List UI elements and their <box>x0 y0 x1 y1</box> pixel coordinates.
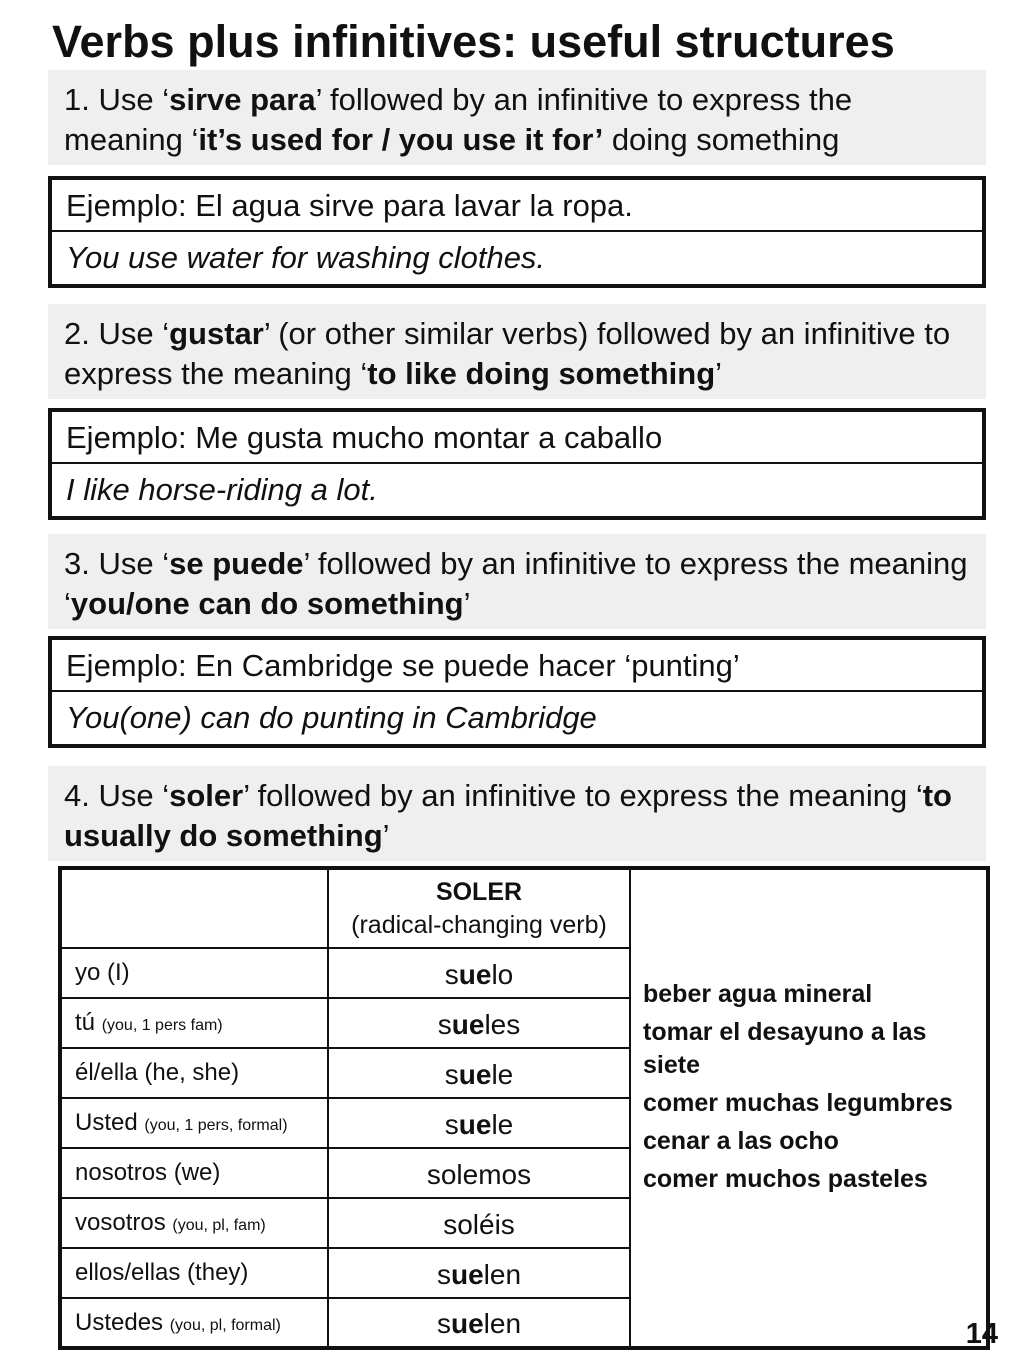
rule-1-text: 1. Use ‘sirve para’ followed by an infinitive to express the meaning ‘it’s used for / you use it for’ doing something <box>64 82 853 157</box>
pronoun-label: Ustedes <box>75 1309 170 1336</box>
pronoun-note: (you, 1 pers fam) <box>101 1017 223 1034</box>
example-translation: You use water for washing clothes. <box>66 240 546 275</box>
verb-form-end: le <box>491 1109 514 1140</box>
verb-form-cell <box>328 1198 630 1248</box>
verb-form-cell <box>328 1248 630 1298</box>
pronoun-cell <box>60 998 328 1048</box>
rule-3-box <box>48 534 986 629</box>
pronoun-note: (you, pl, formal) <box>169 1317 281 1334</box>
rule-2-text: 2. Use ‘gustar’ (or other similar verbs) followed by an infinitive to express the meaning ‘to like doing something’ <box>64 316 951 391</box>
verb-form-start: s <box>437 1009 452 1040</box>
phrase-list <box>643 870 974 1196</box>
table-header-row <box>60 868 988 948</box>
verb-form-start: s <box>444 1059 459 1090</box>
phrases-cell <box>630 868 988 1348</box>
phrase-item: comer muchas legumbres <box>643 1089 953 1117</box>
pronoun-label: yo (I) <box>75 959 130 986</box>
pronoun-cell <box>60 1098 328 1148</box>
verb-form-end: le <box>491 1059 514 1090</box>
example-sentence: Ejemplo: En Cambridge se puede hacer ‘punting’ <box>52 640 982 692</box>
rule-4-text: 4. Use ‘soler’ followed by an infinitive to express the meaning ‘to usually do something’ <box>64 778 952 853</box>
verb-form-stem-change: ue <box>450 1308 484 1339</box>
verb-form-start: s <box>436 1259 451 1290</box>
pronoun-label: él/ella (he, she) <box>75 1059 240 1086</box>
verb-form-cell <box>328 1298 630 1348</box>
verb-form-start: soléis <box>443 1209 515 1240</box>
verb-form-start: solemos <box>426 1159 532 1190</box>
verb-heading: SOLER <box>435 877 523 906</box>
phrase-item: beber agua mineral <box>643 980 873 1008</box>
pronoun-cell <box>60 1298 328 1348</box>
soler-conjugation-table <box>58 866 990 1350</box>
phrase-item: comer muchos pasteles <box>643 1165 928 1193</box>
verb-form-start: s <box>444 959 459 990</box>
phrase-item: cenar a las ocho <box>643 1127 839 1155</box>
verb-form-cell <box>328 998 630 1048</box>
pronoun-label: tú <box>75 1009 102 1036</box>
verb-form-end: lo <box>491 959 514 990</box>
pronoun-cell <box>60 1148 328 1198</box>
pronoun-cell <box>60 1048 328 1098</box>
example-sentence: Ejemplo: Me gusta mucho montar a caballo <box>52 412 982 464</box>
verb-form-stem-change: ue <box>450 1259 484 1290</box>
verb-subheading: (radical-changing verb) <box>351 910 607 939</box>
verb-form-end: les <box>484 1009 521 1040</box>
verb-form-stem-change: ue <box>458 1059 492 1090</box>
pronoun-label: Usted <box>75 1109 145 1136</box>
example-sentence: Ejemplo: El agua sirve para lavar la ropa. <box>52 180 982 232</box>
verb-form-stem-change: ue <box>458 959 492 990</box>
rule-4-box <box>48 766 986 861</box>
verb-form-stem-change: ue <box>458 1109 492 1140</box>
verb-form-cell <box>328 948 630 998</box>
verb-form-cell <box>328 1148 630 1198</box>
example-box-1 <box>48 176 986 288</box>
verb-form-end: len <box>483 1308 522 1339</box>
header-cell <box>328 868 630 948</box>
pronoun-cell <box>60 1198 328 1248</box>
header-empty-cell <box>60 868 328 948</box>
verb-form-start: s <box>444 1109 459 1140</box>
verb-form-cell <box>328 1048 630 1098</box>
example-translation: I like horse-riding a lot. <box>66 472 378 507</box>
pronoun-cell <box>60 948 328 998</box>
example-translation: You(one) can do punting in Cambridge <box>66 700 597 735</box>
pronoun-label: nosotros (we) <box>75 1159 221 1186</box>
pronoun-label: vosotros <box>75 1209 173 1236</box>
page-number: 14 <box>965 1318 998 1350</box>
verb-form-cell <box>328 1098 630 1148</box>
pronoun-note: (you, 1 pers, formal) <box>144 1117 288 1134</box>
page-title: Verbs plus infinitives: useful structures <box>52 16 895 67</box>
rule-1-box <box>48 70 986 165</box>
example-box-2 <box>48 408 986 520</box>
pronoun-note: (you, pl, fam) <box>172 1217 266 1234</box>
phrase-item: tomar el desayuno a las siete <box>643 1018 927 1079</box>
rule-2-box <box>48 304 986 399</box>
example-box-3 <box>48 636 986 748</box>
rule-3-text: 3. Use ‘se puede’ followed by an infinitive to express the meaning ‘you/one can do something’ <box>64 546 968 621</box>
verb-form-end: len <box>483 1259 522 1290</box>
verb-form-start: s <box>436 1308 451 1339</box>
verb-form-stem-change: ue <box>451 1009 485 1040</box>
pronoun-cell <box>60 1248 328 1298</box>
pronoun-label: ellos/ellas (they) <box>75 1259 249 1286</box>
